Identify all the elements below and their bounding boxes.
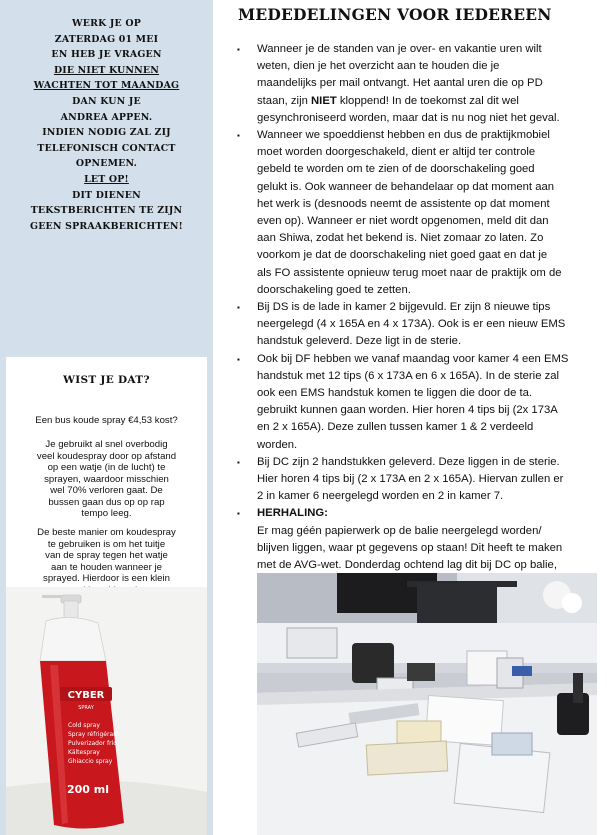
notice-line: WACHTEN TOT MAANDAG xyxy=(33,80,180,92)
spray-price-text: Een bus koude spray €4,53 kost? xyxy=(35,415,178,426)
announcement-item xyxy=(237,299,597,351)
notice-line: TELEFONISCH CONTACT xyxy=(37,142,176,154)
notice-line: TEKSTBERICHTEN TE ZIJN xyxy=(30,205,183,217)
notice-line: ZATERDAG 01 MEI xyxy=(54,33,159,45)
item-line: handstuk geleverd. Deze ligt in de sterie. xyxy=(257,335,462,348)
item-line: Hier horen 4 tips bij (2 x 173A en 2 x 165A). Hiervan zullen er xyxy=(257,473,564,486)
item-line: Er mag géén papierwerk op de balie neergelegd worden/ xyxy=(257,524,542,537)
item-line: moet worden doorgeschakeld, dient er altijd ter controle xyxy=(257,146,536,159)
can-label: Cold spray xyxy=(68,722,100,729)
notice-line: DIT DIENEN xyxy=(72,189,141,201)
text-line: sprayed. Hierdoor is een klein xyxy=(43,573,170,584)
can-label: Ghiaccio spray xyxy=(68,758,113,765)
reception-desk-photo xyxy=(257,573,597,835)
bullet-icon: ▪ xyxy=(237,303,240,313)
item-line: gelukt is. Ook wanneer de behandelaar op dat moment aan xyxy=(257,180,555,193)
can-sub: SPRAY xyxy=(78,705,94,711)
item-line: voorkom je dat de doorschakeling niet goed gaat en dat je xyxy=(257,249,548,262)
item-line: maandelijks per mail ontvangt. Het aantal uren die op PD xyxy=(257,77,543,90)
bullet-icon: ▪ xyxy=(237,45,240,54)
item-line: doorschakeling goed te zetten. xyxy=(257,283,411,296)
item-line: ook een EMS handstuk komen te liggen die door de ta. xyxy=(257,387,533,400)
saturday-notice xyxy=(6,16,207,234)
notice-line: LET OP! xyxy=(84,173,129,185)
can-brand: CYBER xyxy=(67,690,105,701)
item-line: staan, zijn NIET kloppend! In de toekomst zal dit wel xyxy=(257,94,519,107)
announcement-item xyxy=(237,41,597,127)
item-line: 2 in kamer 6 neergelegd worden en 2 in kamer 7. xyxy=(257,490,504,503)
cold-spray-photo xyxy=(6,587,207,835)
announcement-item xyxy=(237,127,597,299)
text-line: aan te houden wanneer je xyxy=(51,561,162,573)
item-line: het werk is (desnoods neemt de assistente op dat moment xyxy=(257,197,550,210)
notice-line: DAN KUN JE xyxy=(72,95,141,107)
bullet-icon: ▪ xyxy=(237,131,240,141)
text-line: tempo leeg. xyxy=(81,508,132,519)
item-line: met de AVG-wet. Donderdag ochtend lag dit bij DC op balie, xyxy=(257,559,557,572)
item-line: handstuk met 12 tips (6 x 173A en 6 x 165A). In de sterie zal xyxy=(257,369,560,382)
item-line: gebruikt kunnen gaan worden. Hier horen 4 tips bij (2x 173A xyxy=(257,404,558,417)
spray-tip-text xyxy=(10,527,203,596)
notice-line: GEEN SPRAAKBERICHTEN! xyxy=(29,220,183,232)
text-line: Je gebruikt al snel overbodig xyxy=(45,439,168,450)
item-heading: HERHALING: xyxy=(257,507,328,520)
reception-desk-illustration xyxy=(257,573,597,835)
item-line: worden. xyxy=(257,438,298,451)
item-line: Bij DS is de lade in kamer 2 bijgevuld. Er zijn 8 nieuwe tips xyxy=(257,301,551,314)
item-line: blijven liggen, waar pt gegevens op staan! Dit heeft te maken xyxy=(257,541,563,554)
text-line: te gebruiken is om het tuitje xyxy=(47,538,166,550)
notice-line: WERK JE OP xyxy=(72,18,141,29)
notice-line: OPNEMEN. xyxy=(75,158,138,170)
bullet-icon: ▪ xyxy=(237,457,240,467)
item-line: even op). Wanneer er niet wordt opgenomen, meld dit dan xyxy=(257,215,549,228)
can-label: Spray réfrigérant xyxy=(68,731,120,738)
announcement-item xyxy=(237,454,597,506)
item-line: aan Shiwa, zodat het bekend is. Niet zomaar zo laten. Zo xyxy=(257,232,544,245)
page-title: MEDEDELINGEN VOOR IEDEREEN xyxy=(238,5,552,24)
text-line: sprayen, waardoor misschien xyxy=(44,473,169,485)
item-line: Ook bij DF hebben we vanaf maandag voor kamer 4 een EMS xyxy=(257,352,569,365)
item-line: gesynchroniseerd worden, maar dat is nu nog niet het geval. xyxy=(257,111,560,124)
bullet-icon: ▪ xyxy=(237,354,240,364)
item-line: neergelegd (4 x 165A en 4 x 173A). Ook is er een nieuw EMS xyxy=(257,318,566,331)
item-line: als FO assistente opnieuw terug moet naar de praktijk om de xyxy=(257,266,562,279)
item-line: en 2 x 165A). Deze zullen tussen kamer 1 & 2 verdeeld xyxy=(257,421,534,434)
can-label: Pulverizador frío xyxy=(68,740,117,747)
can-label: Kältespray xyxy=(68,749,100,756)
item-line: Bij DC zijn 2 handstukken geleverd. Deze liggen in de sterie. xyxy=(257,455,560,468)
item-line: Wanneer je de standen van je over- en vakantie uren wilt xyxy=(257,43,542,55)
text-line: veel koudespray door op afstand xyxy=(36,450,177,462)
text-line: op een watje (in de lucht) te xyxy=(47,462,166,473)
text-line: bussen gaan dus op op rap xyxy=(48,496,165,508)
item-line: gebeld te worden om te zien of de doorschakeling goed xyxy=(257,163,535,176)
cold-spray-can-illustration xyxy=(6,587,207,835)
notice-line: EN HEB JE VRAGEN xyxy=(51,49,162,61)
text-line: De beste manier om koudespray xyxy=(37,527,176,538)
item-line: weten, dien je het overzicht aan te houden die je xyxy=(257,60,500,73)
notice-line: ANDREA APPEN. xyxy=(60,111,153,123)
notice-box xyxy=(6,6,207,344)
did-you-know-title: WIST JE DAT? xyxy=(63,374,150,386)
notice-line: DIE NIET KUNNEN xyxy=(53,64,160,76)
announcement-item xyxy=(237,351,597,454)
item-line: Wanneer we spoeddienst hebben en dus de praktijkmobiel xyxy=(257,129,550,142)
text-line: van de spray tegen het watje xyxy=(45,550,168,561)
bullet-icon: ▪ xyxy=(237,509,240,519)
did-you-know-box xyxy=(6,357,207,835)
announcements-list xyxy=(237,41,597,626)
text-line: wel 70% verloren gaat. De xyxy=(50,485,163,496)
can-volume: 200 ml xyxy=(66,783,110,796)
spray-waste-text xyxy=(10,439,203,520)
sidebar xyxy=(0,0,213,835)
notice-line: INDIEN NODIG ZAL ZIJ xyxy=(42,127,171,139)
